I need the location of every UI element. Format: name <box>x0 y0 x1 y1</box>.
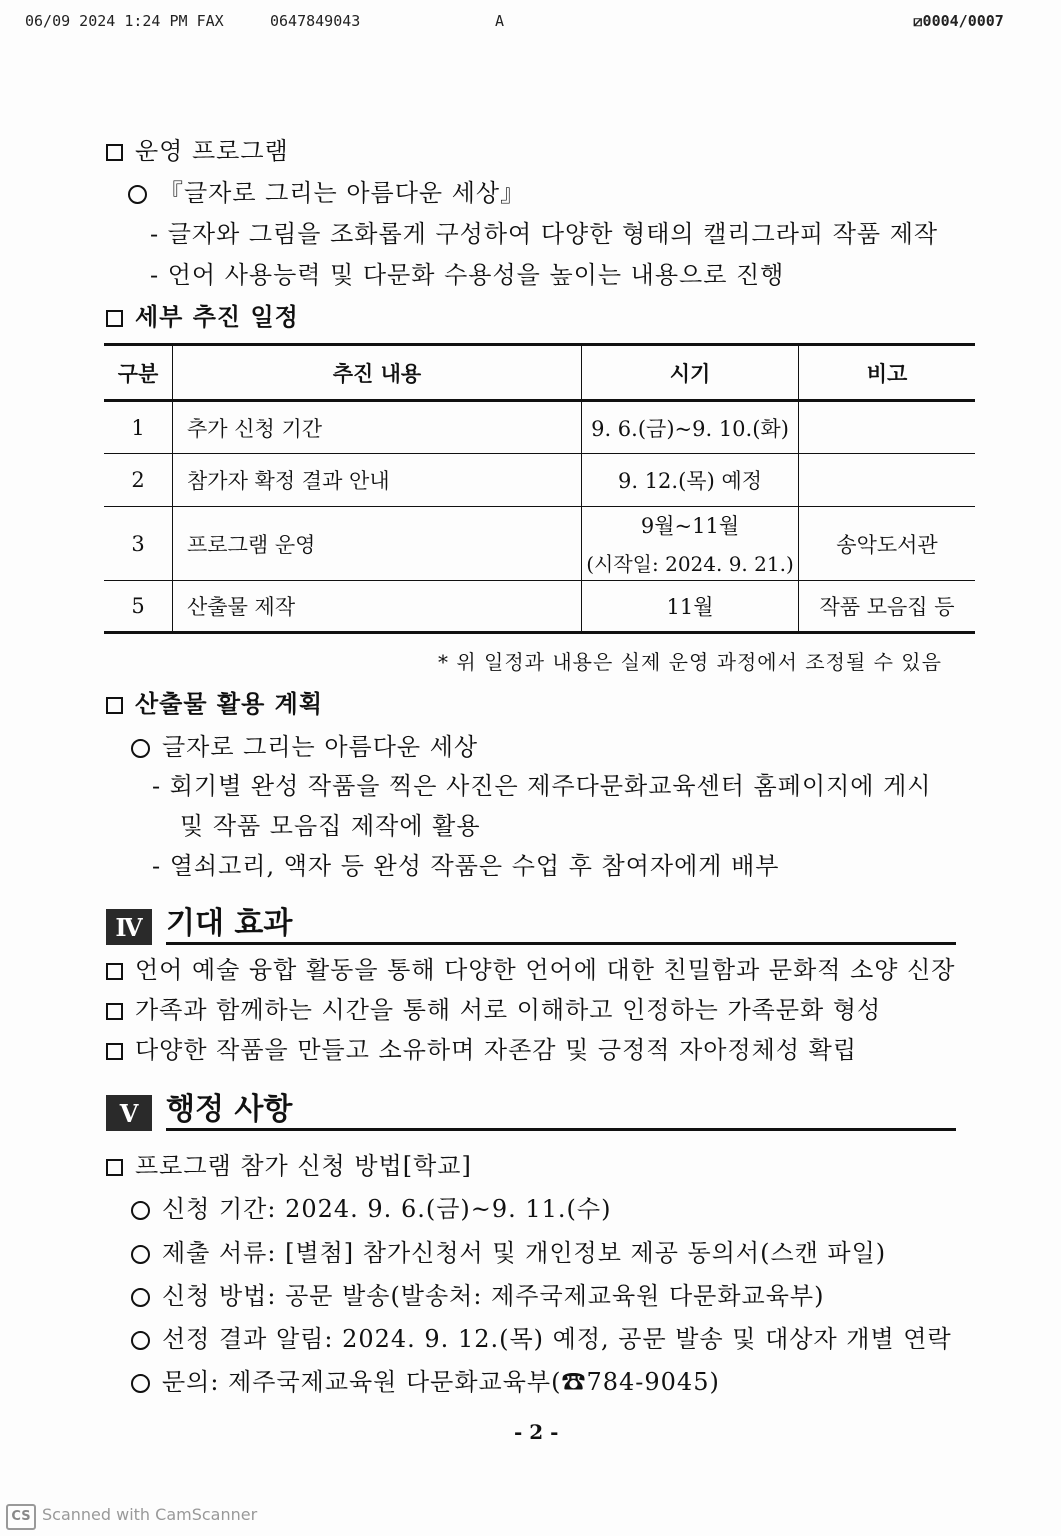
table-row <box>104 507 975 581</box>
checkbox-square-icon <box>106 1043 123 1060</box>
schedule-table <box>104 343 975 634</box>
col-header: 비고 <box>799 345 976 401</box>
checkbox-square-icon <box>106 1159 123 1176</box>
fax-page <box>913 12 1004 30</box>
cell-content: 참가자 확정 결과 안내 <box>173 454 582 507</box>
section-4-header <box>106 906 956 945</box>
expected-item: 가족과 함께하는 시간을 통해 서로 이해하고 인정하는 가족문화 형성 <box>106 990 881 1025</box>
output-heading: 산출물 활용 계획 <box>106 684 323 719</box>
fax-number: 0647849043 <box>270 12 361 30</box>
cell-content: 프로그램 운영 <box>173 507 582 581</box>
col-header: 추진 내용 <box>173 345 582 401</box>
program-title: 『글자로 그리는 아름다운 세상』 <box>128 173 525 208</box>
section-numeral: Ⅴ <box>106 1095 152 1131</box>
cell-period: 9. 6.(금)~9. 10.(화) <box>582 401 799 454</box>
circle-bullet-icon <box>131 1201 150 1220</box>
checkbox-square-icon <box>106 144 123 161</box>
program-item: - 글자와 그림을 조화롭게 구성하여 다양한 형태의 캘리그라피 작품 제작 <box>150 220 939 248</box>
schedule-footnote: * 위 일정과 내용은 실제 운영 과정에서 조정될 수 있음 <box>438 650 942 674</box>
camscanner-watermark <box>6 1504 257 1530</box>
expected-item: 다양한 작품을 만들고 소유하며 자존감 및 긍정적 자아정체성 확립 <box>106 1030 857 1065</box>
output-item: - 열쇠고리, 액자 등 완성 작품은 수업 후 참여자에게 배부 <box>152 852 780 880</box>
circle-bullet-icon <box>128 185 147 204</box>
cell-period-main: 9월~11월 <box>640 514 740 538</box>
section-title: 행정 사항 <box>166 1092 956 1131</box>
circle-bullet-icon <box>131 739 150 758</box>
output-item-cont: 및 작품 모음집 제작에 활용 <box>180 812 481 840</box>
table-row <box>104 401 975 454</box>
fax-page-number: 0004/0007 <box>922 12 1004 30</box>
fax-date: 06/09 2024 1:24 PM FAX <box>25 12 224 30</box>
section-5-header <box>106 1092 956 1131</box>
program-heading: 운영 프로그램 <box>106 131 289 166</box>
section-numeral: Ⅳ <box>106 909 152 945</box>
cell-no: 1 <box>104 401 173 454</box>
admin-item: 제출 서류: [별첨] 참가신청서 및 개인정보 제공 동의서(스캔 파일) <box>131 1233 886 1268</box>
checkbox-square-icon <box>106 963 123 980</box>
section-title: 기대 효과 <box>166 906 956 945</box>
cell-period-sub: (시작일: 2024. 9. 21.) <box>586 552 794 576</box>
watermark-text: Scanned with CamScanner <box>42 1505 258 1524</box>
col-header: 구분 <box>104 345 173 401</box>
admin-heading: 프로그램 참가 신청 방법[학교] <box>106 1146 472 1181</box>
col-header: 시기 <box>582 345 799 401</box>
circle-bullet-icon <box>131 1288 150 1307</box>
circle-bullet-icon <box>131 1245 150 1264</box>
admin-item: 신청 방법: 공문 발송(발송처: 제주국제교육원 다문화교육부) <box>131 1276 824 1311</box>
cell-note <box>799 401 976 454</box>
admin-item: 문의: 제주국제교육원 다문화교육부(☎784-9045) <box>131 1362 720 1397</box>
fax-icon: ⧄ <box>913 12 923 30</box>
table-row <box>104 581 975 633</box>
cell-note <box>799 454 976 507</box>
expected-item: 언어 예술 융합 활동을 통해 다양한 언어에 대한 친밀함과 문화적 소양 신장 <box>106 950 955 985</box>
program-item: - 언어 사용능력 및 다문화 수용성을 높이는 내용으로 진행 <box>150 261 785 289</box>
checkbox-square-icon <box>106 310 123 327</box>
checkbox-square-icon <box>106 697 123 714</box>
admin-item: 신청 기간: 2024. 9. 6.(금)~9. 11.(수) <box>131 1189 611 1224</box>
cell-no: 5 <box>104 581 173 633</box>
circle-bullet-icon <box>131 1374 150 1393</box>
cell-period: 9. 12.(목) 예정 <box>582 454 799 507</box>
cell-content: 산출물 제작 <box>173 581 582 633</box>
cell-period <box>582 507 799 581</box>
camscanner-logo-icon: CS <box>6 1504 36 1530</box>
page-number: - 2 - <box>514 1420 559 1444</box>
schedule-heading: 세부 추진 일정 <box>106 297 299 332</box>
cell-no: 2 <box>104 454 173 507</box>
fax-mark: A <box>495 12 505 30</box>
cell-no: 3 <box>104 507 173 581</box>
table-header-row <box>104 345 975 401</box>
table-row <box>104 454 975 507</box>
output-title: 글자로 그리는 아름다운 세상 <box>131 727 478 762</box>
cell-content: 추가 신청 기간 <box>173 401 582 454</box>
checkbox-square-icon <box>106 1003 123 1020</box>
cell-period: 11월 <box>582 581 799 633</box>
circle-bullet-icon <box>131 1331 150 1350</box>
output-item: - 회기별 완성 작품을 찍은 사진은 제주다문화교육센터 홈페이지에 게시 <box>152 772 932 800</box>
cell-note: 송악도서관 <box>799 507 976 581</box>
admin-item: 선정 결과 알림: 2024. 9. 12.(목) 예정, 공문 발송 및 대상자 개별 연락 <box>131 1319 952 1354</box>
cell-note: 작품 모음집 등 <box>799 581 976 633</box>
